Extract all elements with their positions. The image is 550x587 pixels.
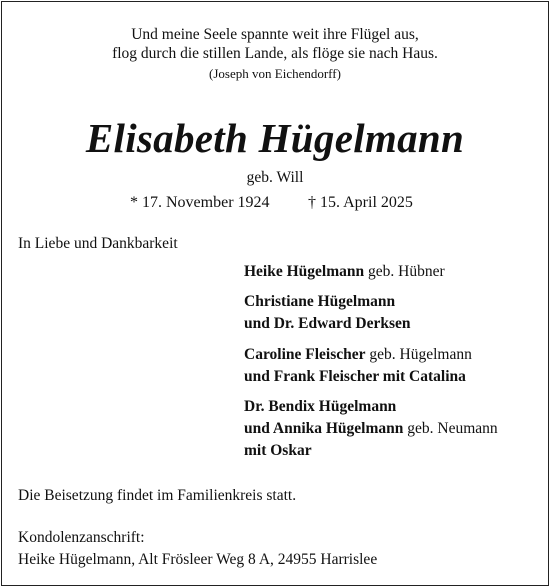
family-member-note: geb. Hübner <box>364 263 445 280</box>
condolence-label: Kondolenzanschrift: <box>18 529 145 546</box>
family-member-name: und Dr. Edward Derksen <box>244 315 411 332</box>
intro-text: In Liebe und Dankbarkeit <box>18 235 178 252</box>
family-member-name: Caroline Fleischer <box>244 346 366 363</box>
family-member-note: geb. Hügelmann <box>365 346 472 363</box>
condolence-address: Heike Hügelmann, Alt Frösleer Weg 8 A, 24955 Harrislee <box>18 551 378 568</box>
family-member-name: Dr. Bendix Hügelmann <box>244 398 397 415</box>
family-line <box>244 441 312 460</box>
family-line <box>244 367 466 386</box>
poem-author: (Joseph von Eichendorff) <box>209 66 341 81</box>
family-line <box>244 345 472 364</box>
family-member-name: Heike Hügelmann <box>244 263 365 280</box>
death-date: † 15. April 2025 <box>308 194 413 211</box>
family-member-name: Christiane Hügelmann <box>244 293 396 310</box>
family-member-name: und Annika Hügelmann <box>244 420 404 437</box>
family-line <box>244 262 445 281</box>
family-line <box>244 397 396 416</box>
funeral-note: Die Beisetzung findet im Familienkreis statt. <box>18 487 297 504</box>
family-line <box>244 292 395 311</box>
birth-date: * 17. November 1924 <box>130 194 270 211</box>
family-line <box>244 314 411 333</box>
maiden-name: geb. Will <box>246 169 304 186</box>
poem-line-2: flog durch die stillen Lande, als flöge sie nach Haus. <box>112 45 438 62</box>
deceased-name: Elisabeth Hügelmann <box>85 115 465 161</box>
poem-line-1: Und meine Seele spannte weit ihre Flügel aus, <box>131 26 419 43</box>
family-line <box>244 419 498 438</box>
family-member-name: mit Oskar <box>244 442 312 459</box>
family-member-name: und Frank Fleischer mit Catalina <box>244 368 466 385</box>
family-member-note: geb. Neumann <box>403 420 498 437</box>
